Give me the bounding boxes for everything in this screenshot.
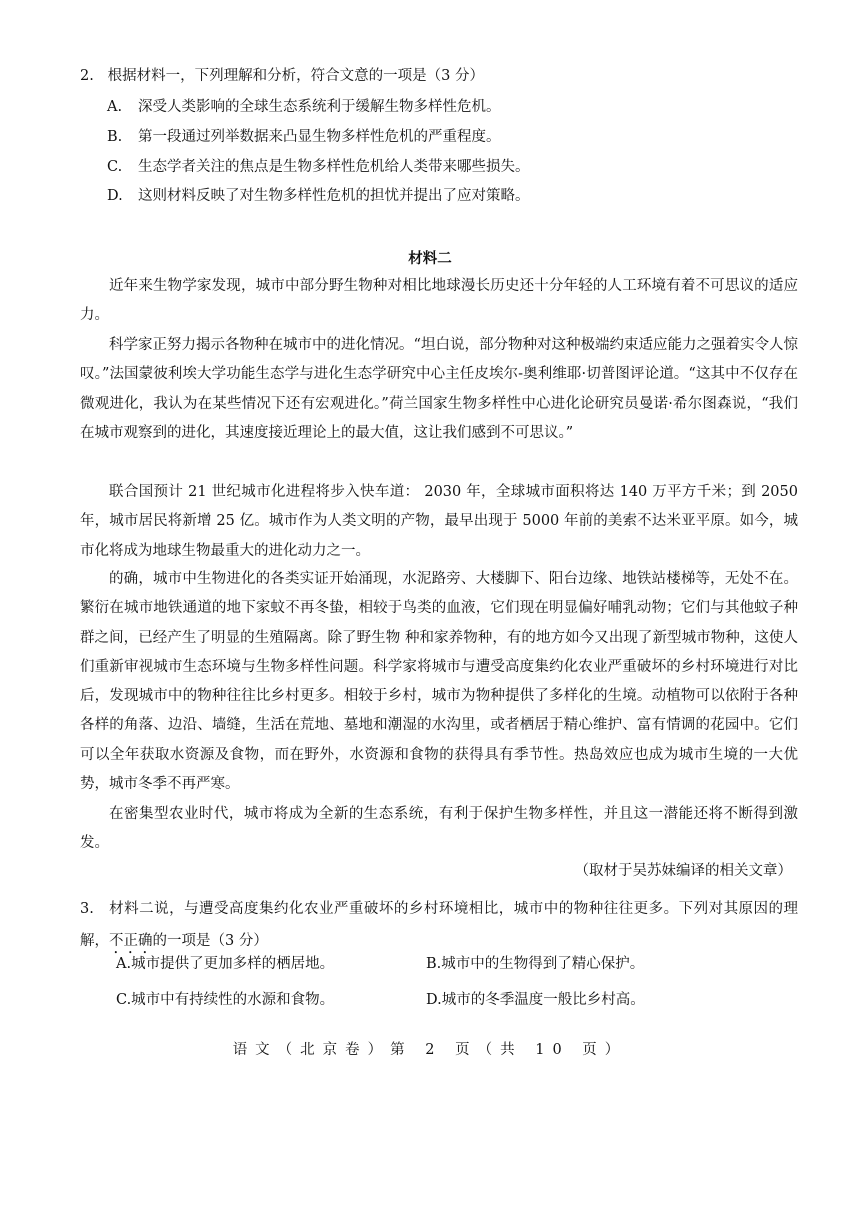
option-text: 这则材料反映了对生物多样性危机的担忧并提出了应对策略。 <box>138 188 530 204</box>
question-2-option-d <box>107 182 797 211</box>
material-2-paragraph-5: 在密集型农业时代，城市将成为全新的生态系统，有利于保护生物多样性，并且这一潜能还将不断得到激发。 <box>80 806 798 852</box>
page-footer: 语文（北京卷）第 2 页（共 10 页） <box>232 1042 628 1058</box>
material-2-paragraph-3: 联合国预计 21 世纪城市化进程将步入快车道： 2030 年，全球城市面积将达 140 万平方千米；到 2050 年，城市居民将新增 25 亿。城市作为人类文明的产物，最早出现于 5000 年前的美索不达米亚平原。如今，城市化将成为地球生物最重大的进化动力之一。 <box>80 484 798 559</box>
option-text: 深受人类影响的全球生态系统利于缓解生物多样性危机。 <box>138 99 501 115</box>
material-2-paragraph-1: 近年来生物学家发现，城市中部分野生物种对相比地球漫长历史还十分年轻的人工环境有着不可思议的适应力。 <box>80 278 798 324</box>
option-text: 生态学者关注的焦点是生物多样性危机给人类带来哪些损失。 <box>138 159 530 175</box>
option-letter: B. <box>107 129 123 145</box>
option-letter: A. <box>107 99 123 115</box>
question-2-option-c <box>107 153 797 182</box>
option-letter: D. <box>107 188 123 204</box>
material-2-source: （取材于吴苏妹编译的相关文章） <box>574 863 792 879</box>
question-2-text: 根据材料一，下列理解和分析，符合文意的一项是（3 分） <box>107 68 485 84</box>
option-letter: C. <box>107 159 123 175</box>
question-3-option-c: C.城市中有持续性的水源和食物。 <box>116 992 335 1008</box>
question-3-text-1: 材料二说，与遭受高度集约化农业严重破坏的乡村环境相比，城市中的物种往往更多。下列对其原因的理解， <box>80 901 799 949</box>
question-2-option-a <box>107 93 797 122</box>
question-3-option-a: A.城市提供了更加多样的栖居地。 <box>116 956 335 972</box>
question-3-emphasis: 不正确 <box>109 933 153 949</box>
question-2-option-b <box>107 123 797 152</box>
question-3-stem <box>80 893 798 957</box>
material-2-title: 材料二 <box>408 250 452 267</box>
question-2-stem <box>80 62 800 91</box>
material-2-paragraph-4: 的确，城市中生物进化的各类实证开始涌现，水泥路旁、大楼脚下、阳台边缘、地铁站楼梯等，无处不在。繁衍在城市地铁通道的地下家蚊不再冬蛰，相较于鸟类的血液，它们现在明显偏好哺乳动物；它们与其他蚊子种群之间，已经产生了明显的生殖隔离。除了野生物 种和家养物种，有的地方如今又出现了新型城市物种，这使人们重新审视城市生态环境与生物多样性问题。科学家将城市与遭受高度集约化农业严重破坏的乡村环境进行对比后，发现城市中的物种往往比乡村更多。相较于乡村，城市为物种提供了多样化的生境。动植物可以依附于各种各样的角落、边沿、墙缝，生活在荒地、墓地和潮湿的水沟里，或者栖居于精心维护、富有情调的花园中。它们可以全年获取水资源及食物，而在野外，水资源和食物的获得具有季节性。热岛效应也成为城市生境的一大优势，城市冬季不再严寒。 <box>80 571 798 793</box>
question-3-text-2: 的一项是（3 分） <box>152 933 268 949</box>
question-3-option-b: B.城市中的生物得到了精心保护。 <box>426 956 645 972</box>
material-2-paragraph-2: 科学家正努力揭示各物种在城市中的进化情况。“坦白说，部分物种对这种极端约束适应能力之强着实令人惊叹。”法国蒙彼利埃大学功能生态学与进化生态学研究中心主任皮埃尔-奥利维耶·切普图评论道。“这其中不仅存在微观进化，我认为在某些情况下还有宏观进化。”荷兰国家生物多样性中心进化论研究员曼诺·希尔图森说，“我们在城市观察到的进化，其速度接近理论上的最大值，这让我们感到不可思议。” <box>80 337 798 441</box>
option-text: 第一段通过列举数据来凸显生物多样性危机的严重程度。 <box>138 129 501 145</box>
question-3-number: 3. <box>80 901 94 917</box>
question-3-option-d: D.城市的冬季温度一般比乡村高。 <box>426 992 645 1008</box>
question-2-number: 2. <box>80 68 94 84</box>
